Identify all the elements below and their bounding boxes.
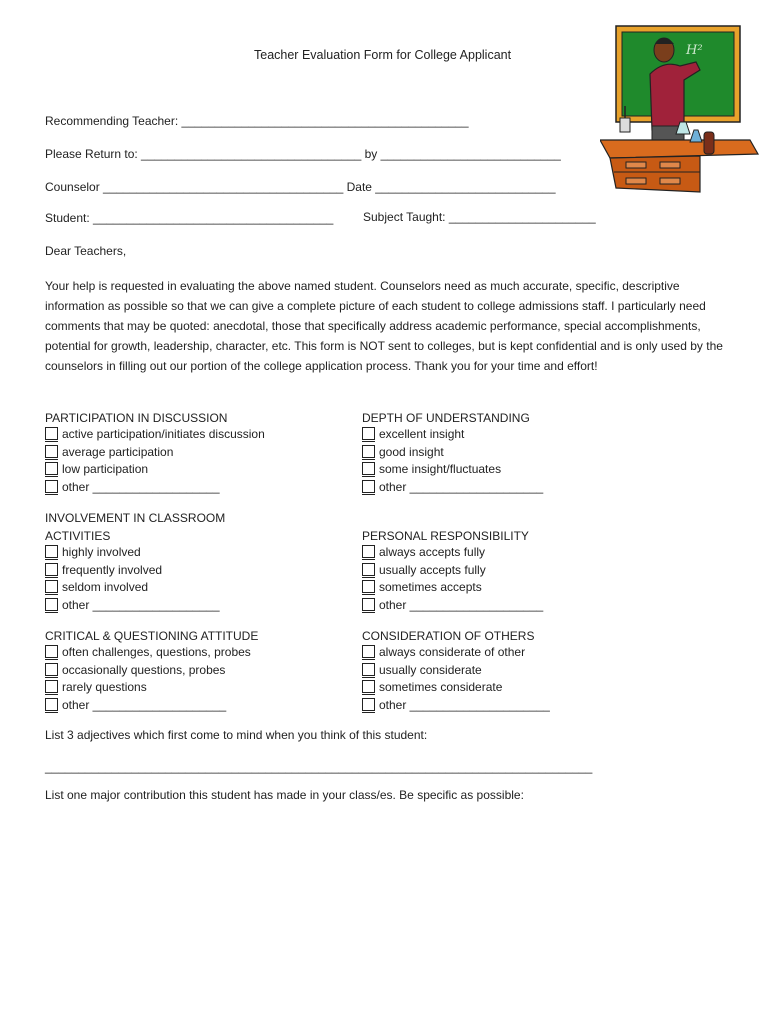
checkbox[interactable]: [362, 663, 375, 676]
option-row[interactable]: [362, 479, 543, 497]
section-heading: INVOLVEMENT IN CLASSROOM: [45, 511, 226, 525]
option-label: rarely questions: [62, 680, 147, 694]
checkbox[interactable]: [362, 427, 375, 440]
checkbox[interactable]: [45, 698, 58, 711]
section-involvement: [45, 510, 225, 614]
option-row[interactable]: [362, 597, 543, 615]
option-label: usually considerate: [379, 662, 482, 677]
student-field[interactable]: Student: ____________________________________: [45, 211, 334, 225]
option-label: average participation: [62, 444, 174, 459]
greeting: Dear Teachers,: [45, 244, 127, 258]
board-formula: H²: [686, 43, 703, 58]
option-row[interactable]: [362, 461, 543, 479]
option-label: always accepts fully: [379, 545, 486, 559]
option-row[interactable]: [362, 579, 543, 597]
section-heading: PARTICIPATION IN DISCUSSION: [45, 411, 228, 425]
option-row[interactable]: [45, 644, 258, 662]
checkbox[interactable]: [45, 563, 58, 576]
option-row[interactable]: [362, 644, 550, 662]
option-label: excellent insight: [379, 427, 465, 441]
section-heading: DEPTH OF UNDERSTANDING: [362, 411, 530, 425]
option-row[interactable]: [362, 679, 550, 697]
checkbox[interactable]: [362, 580, 375, 593]
option-label: occasionally questions, probes: [62, 662, 226, 677]
contribution-prompt: List one major contribution this student has made in your class/es. Be specific as possible:: [45, 788, 524, 802]
option-row[interactable]: [362, 444, 543, 462]
checkbox[interactable]: [45, 480, 58, 493]
section-heading: CONSIDERATION OF OTHERS: [362, 629, 535, 643]
page-title: Teacher Evaluation Form for College Applicant: [254, 48, 512, 62]
option-label: usually accepts fully: [379, 562, 486, 577]
section-critical: [45, 628, 258, 714]
adjectives-prompt: List 3 adjectives which first come to mind when you think of this student:: [45, 728, 428, 742]
checkbox[interactable]: [45, 580, 58, 593]
section-depth: [362, 410, 543, 496]
section-heading: CRITICAL & QUESTIONING ATTITUDE: [45, 629, 259, 643]
option-row[interactable]: [45, 579, 225, 597]
option-row[interactable]: [45, 597, 225, 615]
option-label: often challenges, questions, probes: [62, 645, 251, 659]
intro-paragraph: Your help is requested in evaluating the above named student. Counselors need as much accurate, specific, descriptive information as possible so that we can give a complete picture of each student to college admissions staff. I particularly need comments that may be quoted: anecdotal, those that specifically address academic performance, special accomplishments, potential for growth, leadership, character, etc. This form is NOT sent to colleges, but is kept confidential and is only used by the counselors in filling out our portion of the college application process. Thank you for your time and effort!: [45, 279, 723, 373]
checkbox[interactable]: [362, 563, 375, 576]
checkbox[interactable]: [362, 645, 375, 658]
option-row[interactable]: [45, 479, 265, 497]
option-row[interactable]: [362, 426, 543, 444]
option-label: other ____________________: [379, 479, 544, 494]
option-row[interactable]: [362, 544, 543, 562]
checkbox[interactable]: [362, 445, 375, 458]
option-row[interactable]: [45, 562, 225, 580]
option-row[interactable]: [362, 662, 550, 680]
checkbox[interactable]: [362, 480, 375, 493]
checkbox[interactable]: [45, 545, 58, 558]
option-label: other _____________________: [379, 697, 550, 712]
checkbox[interactable]: [45, 663, 58, 676]
option-label: other ___________________: [62, 597, 220, 612]
adjectives-line[interactable]: __________________________________________________________________________________: [45, 760, 593, 774]
teacher-illustration: [600, 22, 760, 212]
option-row[interactable]: [45, 679, 258, 697]
option-row[interactable]: [45, 444, 265, 462]
checkbox[interactable]: [362, 698, 375, 711]
option-label: other ____________________: [379, 597, 544, 612]
option-row[interactable]: [45, 662, 258, 680]
checkbox[interactable]: [45, 462, 58, 475]
option-label: other ___________________: [62, 479, 220, 494]
option-label: active participation/initiates discussion: [62, 427, 265, 441]
option-row[interactable]: [362, 562, 543, 580]
checkbox[interactable]: [362, 545, 375, 558]
option-row[interactable]: [45, 544, 225, 562]
option-row[interactable]: [45, 461, 265, 479]
section-consideration: [362, 628, 550, 714]
option-row[interactable]: [45, 426, 265, 444]
checkbox[interactable]: [45, 598, 58, 611]
option-label: sometimes accepts: [379, 580, 482, 594]
option-label: always considerate of other: [379, 645, 526, 659]
section-responsibility: [362, 528, 543, 614]
section-heading: PERSONAL RESPONSIBILITY: [362, 529, 529, 543]
option-label: other ____________________: [62, 697, 227, 712]
please-return-field[interactable]: Please Return to: _________________________________ by ___________________________: [45, 147, 561, 161]
checkbox[interactable]: [362, 462, 375, 475]
option-label: seldom involved: [62, 580, 149, 594]
section-heading-cont: ACTIVITIES: [45, 529, 111, 543]
checkbox[interactable]: [45, 445, 58, 458]
section-participation: [45, 410, 265, 496]
checkbox[interactable]: [45, 680, 58, 693]
counselor-date-field[interactable]: Counselor ____________________________________ Date ___________________________: [45, 180, 556, 194]
option-label: sometimes considerate: [379, 680, 503, 694]
checkbox[interactable]: [45, 427, 58, 440]
option-label: good insight: [379, 444, 444, 459]
option-label: frequently involved: [62, 562, 163, 577]
subject-taught-field[interactable]: Subject Taught: ______________________: [363, 210, 596, 224]
option-label: low participation: [62, 462, 149, 476]
option-row[interactable]: [362, 697, 550, 715]
checkbox[interactable]: [362, 680, 375, 693]
option-label: some insight/fluctuates: [379, 462, 502, 476]
checkbox[interactable]: [45, 645, 58, 658]
recommending-teacher-field[interactable]: Recommending Teacher: ___________________________________________: [45, 114, 469, 128]
option-label: highly involved: [62, 545, 141, 559]
checkbox[interactable]: [362, 598, 375, 611]
option-row[interactable]: [45, 697, 258, 715]
